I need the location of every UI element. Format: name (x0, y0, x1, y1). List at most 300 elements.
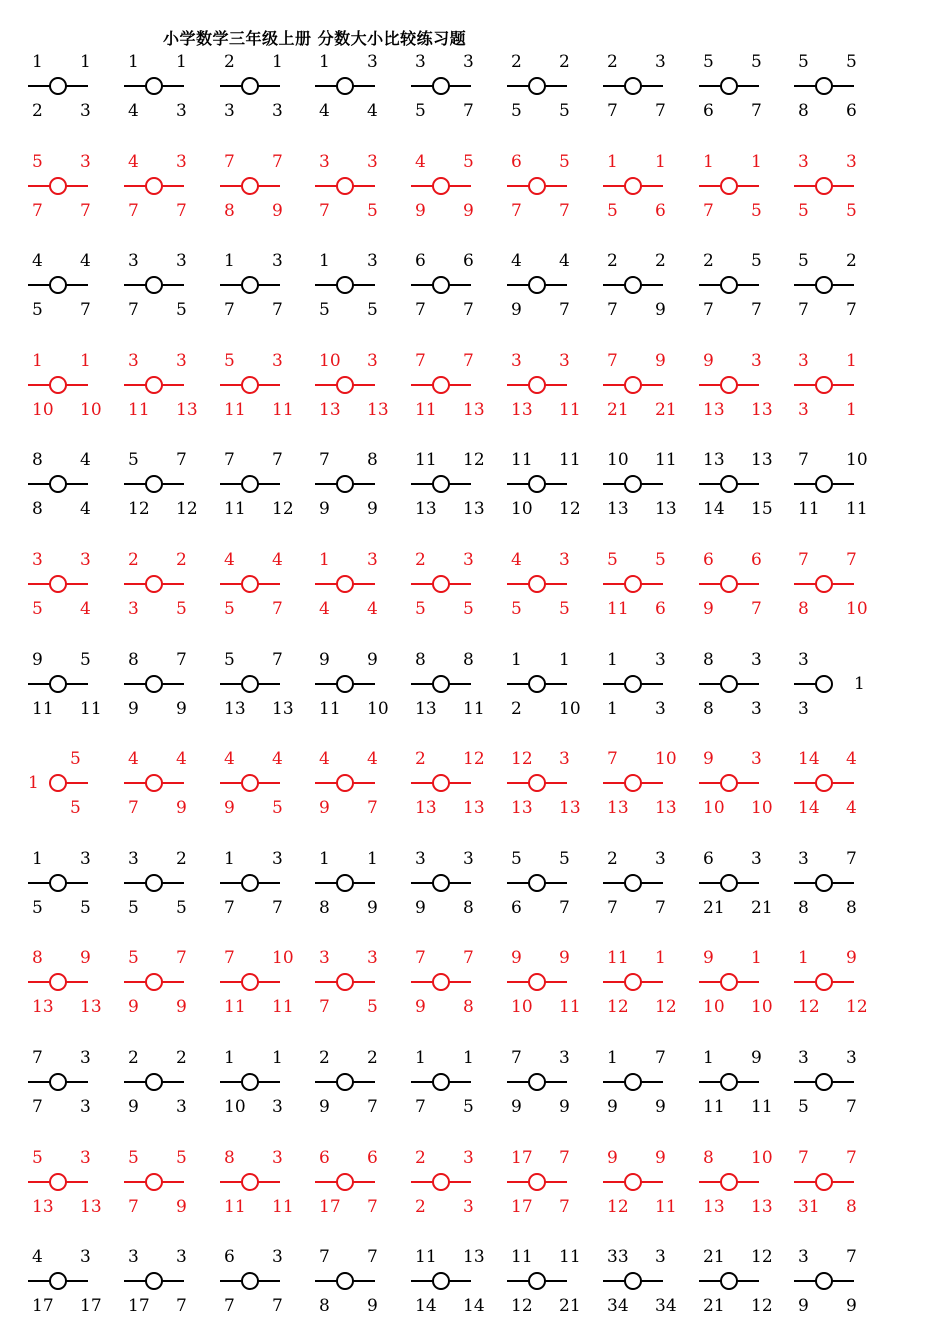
numerator-right: 4 (559, 251, 570, 271)
answer-circle[interactable] (815, 1272, 833, 1290)
denominator-right: 11 (655, 1197, 677, 1217)
numerator-right: 4 (367, 749, 378, 769)
numerator-right: 3 (751, 849, 762, 869)
fraction-bar-right (449, 1081, 471, 1083)
answer-circle[interactable] (145, 874, 163, 892)
answer-circle[interactable] (624, 774, 642, 792)
numerator-right: 3 (176, 351, 187, 371)
comparison-item (603, 749, 699, 819)
answer-circle[interactable] (720, 973, 738, 991)
numerator-left: 4 (224, 749, 235, 769)
numerator-left: 5 (224, 650, 235, 670)
answer-circle[interactable] (336, 675, 354, 693)
comparison-item (699, 749, 795, 819)
numerator-left: 4 (128, 749, 139, 769)
answer-circle[interactable] (49, 1173, 67, 1191)
answer-circle[interactable] (815, 575, 833, 593)
answer-circle[interactable] (624, 276, 642, 294)
answer-circle[interactable] (241, 177, 259, 195)
answer-circle[interactable] (241, 575, 259, 593)
denominator-right: 12 (272, 499, 294, 519)
comparison-item (220, 749, 316, 819)
fraction-bar-right (737, 683, 759, 685)
denominator-right: 7 (463, 300, 474, 320)
numerator-left: 8 (224, 1148, 235, 1168)
answer-circle[interactable] (49, 774, 67, 792)
page-title: 小学数学三年级上册 分数大小比较练习题 (163, 29, 467, 48)
answer-circle[interactable] (720, 376, 738, 394)
comparison-item (315, 152, 411, 222)
fraction-bar-right (162, 85, 184, 87)
comparison-item (699, 1148, 795, 1218)
answer-circle[interactable] (528, 475, 546, 493)
fraction-bar-left (411, 483, 433, 485)
answer-circle[interactable] (241, 376, 259, 394)
numerator-left: 17 (511, 1148, 533, 1168)
numerator-right: 3 (751, 351, 762, 371)
answer-circle[interactable] (432, 1073, 450, 1091)
answer-circle[interactable] (145, 475, 163, 493)
denominator-left: 7 (511, 201, 522, 221)
fraction-bar-left (124, 683, 146, 685)
answer-circle[interactable] (145, 77, 163, 95)
fraction-bar-right (66, 185, 88, 187)
answer-circle[interactable] (624, 874, 642, 892)
answer-circle[interactable] (624, 177, 642, 195)
numerator-right: 3 (655, 849, 666, 869)
denominator-right: 7 (367, 798, 378, 818)
fraction-bar-right (641, 85, 663, 87)
answer-circle[interactable] (145, 376, 163, 394)
answer-circle[interactable] (432, 276, 450, 294)
answer-circle[interactable] (624, 475, 642, 493)
answer-circle[interactable] (336, 177, 354, 195)
comparison-item (699, 650, 795, 720)
denominator-right: 10 (846, 599, 868, 619)
answer-circle[interactable] (432, 376, 450, 394)
numerator-left: 5 (224, 351, 235, 371)
answer-circle[interactable] (241, 1173, 259, 1191)
answer-circle[interactable] (720, 77, 738, 95)
numerator-left: 7 (319, 1247, 330, 1267)
denominator-right: 7 (367, 1097, 378, 1117)
answer-circle[interactable] (145, 1073, 163, 1091)
numerator-right: 3 (367, 550, 378, 570)
comparison-item (220, 1048, 316, 1118)
comparison-item (794, 1247, 890, 1317)
answer-circle[interactable] (336, 77, 354, 95)
fraction-bar-left (411, 683, 433, 685)
comparison-item (699, 550, 795, 620)
answer-circle[interactable] (720, 1173, 738, 1191)
fraction-bar-left (603, 583, 625, 585)
fraction-bar-left (124, 483, 146, 485)
denominator-left: 17 (511, 1197, 533, 1217)
fraction-bar-right (545, 1181, 567, 1183)
denominator-right: 9 (463, 201, 474, 221)
numerator-right: 1 (272, 1048, 283, 1068)
answer-circle[interactable] (720, 475, 738, 493)
answer-circle[interactable] (624, 973, 642, 991)
answer-circle[interactable] (720, 177, 738, 195)
answer-circle[interactable] (624, 77, 642, 95)
denominator-right: 12 (176, 499, 198, 519)
comparison-item (603, 52, 699, 122)
answer-circle[interactable] (241, 774, 259, 792)
answer-circle[interactable] (49, 1272, 67, 1290)
answer-circle[interactable] (432, 77, 450, 95)
comparison-item (124, 948, 220, 1018)
fraction-bar-right (545, 782, 567, 784)
answer-circle[interactable] (145, 276, 163, 294)
comparison-item (507, 1048, 603, 1118)
numerator-left: 5 (128, 1148, 139, 1168)
answer-circle[interactable] (815, 1173, 833, 1191)
fraction-bar-left (699, 882, 721, 884)
denominator-right: 11 (272, 997, 294, 1017)
numerator-right: 3 (846, 1048, 857, 1068)
answer-circle[interactable] (145, 575, 163, 593)
answer-circle[interactable] (432, 1272, 450, 1290)
fraction-bar-right (449, 483, 471, 485)
fraction-bar-right (258, 185, 280, 187)
fraction-bar-left (794, 583, 816, 585)
fraction-bar-left (699, 683, 721, 685)
numerator-right: 1 (655, 152, 666, 172)
comparison-item (124, 550, 220, 620)
whole-number-right: 1 (854, 674, 865, 694)
answer-circle[interactable] (49, 1073, 67, 1091)
fraction-bar-left (315, 1081, 337, 1083)
fraction-bar-right (641, 882, 663, 884)
answer-circle[interactable] (720, 276, 738, 294)
denominator-right: 7 (272, 599, 283, 619)
numerator-left: 1 (607, 650, 618, 670)
denominator-right: 5 (463, 1097, 474, 1117)
numerator-right: 1 (751, 948, 762, 968)
answer-circle[interactable] (145, 1272, 163, 1290)
answer-circle[interactable] (815, 874, 833, 892)
answer-circle[interactable] (145, 774, 163, 792)
answer-circle[interactable] (336, 973, 354, 991)
answer-circle[interactable] (528, 675, 546, 693)
denominator-left: 11 (224, 997, 246, 1017)
answer-circle[interactable] (49, 675, 67, 693)
denominator-left: 7 (607, 101, 618, 121)
fraction-bar-left (603, 85, 625, 87)
answer-circle[interactable] (49, 276, 67, 294)
answer-circle[interactable] (336, 874, 354, 892)
comparison-item (124, 152, 220, 222)
fraction-bar-right (449, 583, 471, 585)
denominator-right: 9 (846, 1296, 857, 1316)
fraction-bar-right (832, 1280, 854, 1282)
fraction-bar-left (411, 1181, 433, 1183)
numerator-left: 3 (128, 849, 139, 869)
denominator-right: 7 (559, 300, 570, 320)
numerator-left: 2 (607, 251, 618, 271)
denominator-left: 11 (703, 1097, 725, 1117)
denominator-left: 11 (128, 400, 150, 420)
fraction-bar-left (28, 1081, 50, 1083)
fraction-bar-right (353, 683, 375, 685)
answer-circle[interactable] (528, 1073, 546, 1091)
answer-circle[interactable] (145, 1173, 163, 1191)
answer-circle[interactable] (815, 77, 833, 95)
fraction-bar-left (411, 882, 433, 884)
answer-circle[interactable] (336, 575, 354, 593)
fraction-bar-left (507, 782, 529, 784)
answer-circle[interactable] (432, 774, 450, 792)
answer-circle[interactable] (432, 177, 450, 195)
numerator-right: 5 (559, 152, 570, 172)
fraction-bar-right (641, 483, 663, 485)
denominator-right: 10 (751, 997, 773, 1017)
answer-circle[interactable] (432, 475, 450, 493)
answer-circle[interactable] (720, 675, 738, 693)
answer-circle[interactable] (624, 1073, 642, 1091)
answer-circle[interactable] (49, 874, 67, 892)
fraction-bar-left (411, 284, 433, 286)
answer-circle[interactable] (528, 1272, 546, 1290)
answer-circle[interactable] (336, 276, 354, 294)
denominator-right: 12 (846, 997, 868, 1017)
comparison-item (315, 550, 411, 620)
denominator-right: 12 (655, 997, 677, 1017)
denominator-right: 5 (463, 599, 474, 619)
fraction-bar-left (28, 683, 50, 685)
denominator-right: 10 (559, 699, 581, 719)
answer-circle[interactable] (528, 376, 546, 394)
answer-circle[interactable] (720, 774, 738, 792)
answer-circle[interactable] (528, 874, 546, 892)
denominator-right: 13 (367, 400, 389, 420)
denominator-right: 5 (846, 201, 857, 221)
numerator-left: 3 (798, 152, 809, 172)
denominator-left: 11 (607, 599, 629, 619)
answer-circle[interactable] (241, 675, 259, 693)
answer-circle[interactable] (528, 973, 546, 991)
numerator-right: 2 (655, 251, 666, 271)
numerator-right: 7 (846, 550, 857, 570)
fraction-bar-right (162, 981, 184, 983)
comparison-item (507, 749, 603, 819)
fraction-bar-left (699, 782, 721, 784)
exercise-row (0, 1148, 950, 1218)
answer-circle[interactable] (336, 376, 354, 394)
answer-circle[interactable] (145, 675, 163, 693)
denominator-right: 7 (80, 201, 91, 221)
answer-circle[interactable] (145, 177, 163, 195)
fraction-bar-right (545, 284, 567, 286)
answer-circle[interactable] (336, 1272, 354, 1290)
answer-circle[interactable] (49, 376, 67, 394)
answer-circle[interactable] (49, 177, 67, 195)
answer-circle[interactable] (528, 774, 546, 792)
comparison-item (603, 1048, 699, 1118)
fraction-bar-left (28, 185, 50, 187)
denominator-right: 3 (272, 101, 283, 121)
fraction-bar-right (832, 882, 854, 884)
numerator-left: 7 (798, 450, 809, 470)
fraction-bar-left (124, 85, 146, 87)
exercise-row (0, 1247, 950, 1317)
denominator-right: 10 (80, 400, 102, 420)
numerator-right: 3 (559, 550, 570, 570)
numerator-left: 7 (224, 948, 235, 968)
denominator-left: 4 (319, 101, 330, 121)
answer-circle[interactable] (815, 973, 833, 991)
fraction-bar-left (507, 384, 529, 386)
numerator-right: 4 (80, 450, 91, 470)
numerator-right: 3 (367, 52, 378, 72)
comparison-item (699, 1048, 795, 1118)
comparison-item (699, 351, 795, 421)
fraction-bar-right (737, 583, 759, 585)
answer-circle[interactable] (624, 376, 642, 394)
comparison-item (28, 52, 124, 122)
answer-circle[interactable] (49, 77, 67, 95)
fraction-bar-right (353, 882, 375, 884)
denominator-right: 21 (655, 400, 677, 420)
comparison-item (28, 351, 124, 421)
fraction-bar-right (449, 1181, 471, 1183)
comparison-item (794, 749, 890, 819)
denominator-right: 3 (272, 1097, 283, 1117)
comparison-item (603, 948, 699, 1018)
answer-circle[interactable] (336, 1173, 354, 1191)
fraction-bar-left (315, 1280, 337, 1282)
fraction-bar-left (794, 85, 816, 87)
exercise-row (0, 152, 950, 222)
denominator-right: 7 (751, 599, 762, 619)
denominator-left: 10 (511, 499, 533, 519)
fraction-bar-left (124, 384, 146, 386)
fraction-bar-left (315, 284, 337, 286)
denominator-right: 9 (559, 1097, 570, 1117)
answer-circle[interactable] (241, 973, 259, 991)
numerator-right: 3 (367, 251, 378, 271)
answer-circle[interactable] (815, 475, 833, 493)
denominator-right: 9 (655, 300, 666, 320)
denominator-left: 13 (607, 798, 629, 818)
denominator-right: 13 (463, 400, 485, 420)
answer-circle[interactable] (815, 376, 833, 394)
numerator-left: 11 (415, 450, 437, 470)
answer-circle[interactable] (815, 276, 833, 294)
answer-circle[interactable] (336, 1073, 354, 1091)
denominator-right: 3 (176, 101, 187, 121)
answer-circle[interactable] (624, 575, 642, 593)
fraction-bar-right (162, 1181, 184, 1183)
numerator-right: 13 (463, 1247, 485, 1267)
denominator-right: 7 (655, 101, 666, 121)
answer-circle[interactable] (815, 675, 833, 693)
denominator-left: 8 (319, 898, 330, 918)
answer-circle[interactable] (720, 1073, 738, 1091)
answer-circle[interactable] (815, 177, 833, 195)
answer-circle[interactable] (528, 575, 546, 593)
comparison-item (603, 1247, 699, 1317)
answer-circle[interactable] (528, 1173, 546, 1191)
comparison-item (411, 650, 507, 720)
answer-circle[interactable] (528, 276, 546, 294)
answer-circle[interactable] (241, 475, 259, 493)
numerator-left: 3 (798, 1048, 809, 1068)
comparison-item (507, 650, 603, 720)
answer-circle[interactable] (241, 276, 259, 294)
comparison-item (315, 52, 411, 122)
answer-circle[interactable] (241, 1272, 259, 1290)
comparison-item (220, 450, 316, 520)
answer-circle[interactable] (528, 177, 546, 195)
answer-circle[interactable] (336, 475, 354, 493)
comparison-item (411, 152, 507, 222)
answer-circle[interactable] (432, 575, 450, 593)
numerator-right: 7 (846, 1247, 857, 1267)
numerator-left: 8 (415, 650, 426, 670)
answer-circle[interactable] (720, 874, 738, 892)
comparison-item (411, 52, 507, 122)
answer-circle[interactable] (49, 575, 67, 593)
answer-circle[interactable] (528, 77, 546, 95)
fraction-bar-right (258, 981, 280, 983)
answer-circle[interactable] (624, 1173, 642, 1191)
fraction-bar-right (258, 683, 280, 685)
answer-circle[interactable] (432, 675, 450, 693)
comparison-item (124, 1148, 220, 1218)
comparison-item (220, 650, 316, 720)
answer-circle[interactable] (720, 1272, 738, 1290)
fraction-bar-right (641, 284, 663, 286)
fraction-bar-left (28, 583, 50, 585)
answer-circle[interactable] (720, 575, 738, 593)
comparison-item (507, 450, 603, 520)
numerator-right: 2 (846, 251, 857, 271)
fraction-bar-right (641, 384, 663, 386)
answer-circle[interactable] (49, 475, 67, 493)
comparison-item (507, 1148, 603, 1218)
comparison-item (411, 1247, 507, 1317)
fraction-bar-right (449, 683, 471, 685)
denominator-left: 10 (32, 400, 54, 420)
answer-circle[interactable] (49, 973, 67, 991)
answer-circle[interactable] (624, 675, 642, 693)
denominator-left: 8 (798, 898, 809, 918)
comparison-item (220, 152, 316, 222)
comparison-item (699, 450, 795, 520)
answer-circle[interactable] (241, 1073, 259, 1091)
fraction-bar-left (794, 384, 816, 386)
answer-circle[interactable] (241, 77, 259, 95)
fraction-bar-right (353, 185, 375, 187)
fraction-bar-right (832, 483, 854, 485)
comparison-item (411, 1148, 507, 1218)
answer-circle[interactable] (432, 874, 450, 892)
numerator-right: 11 (559, 1247, 581, 1267)
denominator-right: 5 (367, 300, 378, 320)
answer-circle[interactable] (432, 973, 450, 991)
answer-circle[interactable] (432, 1173, 450, 1191)
answer-circle[interactable] (815, 774, 833, 792)
fraction-bar-left (220, 1181, 242, 1183)
answer-circle[interactable] (241, 874, 259, 892)
answer-circle[interactable] (145, 973, 163, 991)
answer-circle[interactable] (624, 1272, 642, 1290)
answer-circle[interactable] (815, 1073, 833, 1091)
fraction-bar-right (258, 782, 280, 784)
answer-circle[interactable] (336, 774, 354, 792)
